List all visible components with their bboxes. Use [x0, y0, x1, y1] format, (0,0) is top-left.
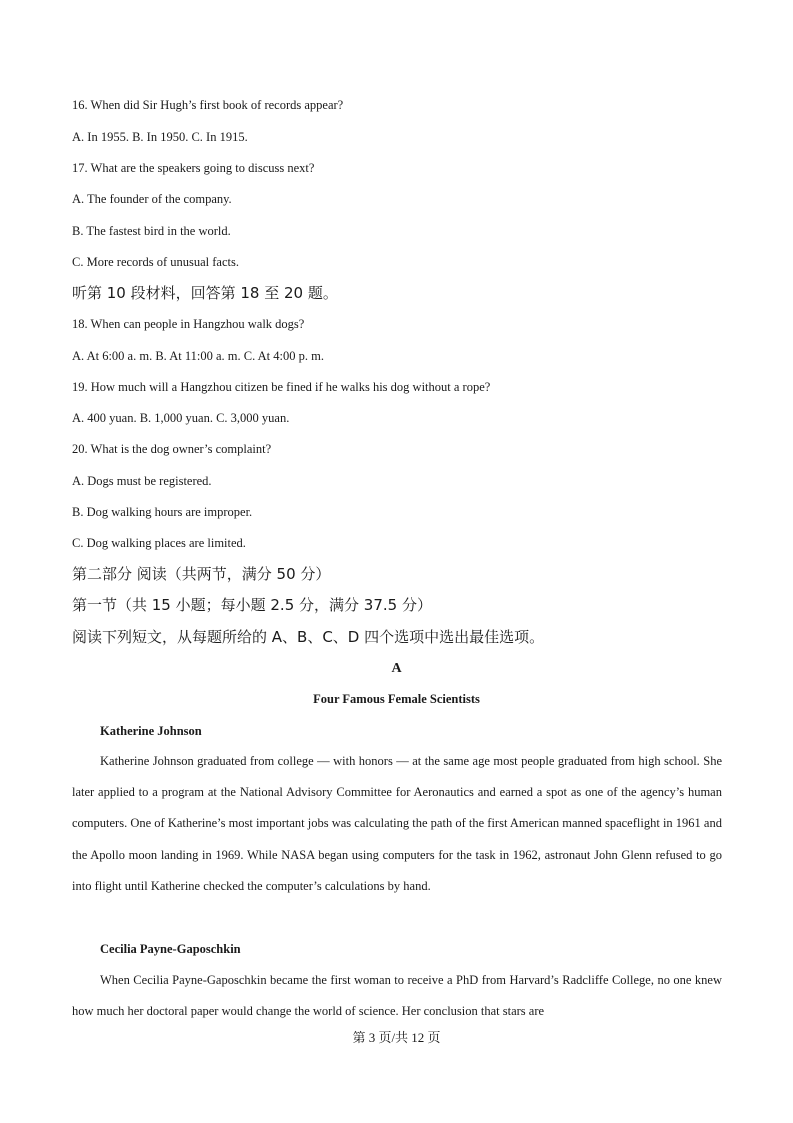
question-17-option-c: C. More records of unusual facts. — [72, 255, 239, 269]
question-17-option-b: B. The fastest bird in the world. — [72, 224, 231, 238]
question-20-option-b: B. Dog walking hours are improper. — [72, 505, 253, 519]
question-20-option-a: A. Dogs must be registered. — [72, 474, 212, 488]
page-number: 第 3 页/共 12 页 — [352, 1030, 441, 1045]
section-one-title: 第一节（共 15 小题；每小题 2.5 分，满分 37.5 分） — [72, 596, 432, 614]
part-two-title: 第二部分 阅读（共两节，满分 50 分） — [72, 565, 331, 583]
paragraph-cecilia-payne: When Cecilia Payne-Gaposchkin became the first woman to receive a PhD from Harvard’s Radcliffe College, no one knew how much her doctoral paper would change the world of science. Her conclusion that stars are — [72, 973, 722, 1019]
question-20: 20. What is the dog owner’s complaint? — [72, 442, 272, 456]
question-19: 19. How much will a Hangzhou citizen be fined if he walks his dog without a rope? — [72, 380, 491, 394]
passage-letter: A — [391, 661, 402, 676]
question-20-option-c: C. Dog walking places are limited. — [72, 536, 246, 550]
section-10-instruction: 听第 10 段材料，回答第 18 至 20 题。 — [72, 284, 338, 302]
paragraph-katherine-johnson: Katherine Johnson graduated from college — with honors — at the same age most people graduated from high school. She later applied to a program at the National Advisory Committee for Aeronautics and earned a spot as one of the agency’s human computers. One of Katherine’s most important jobs was calculating the path of the first American manned spaceflight in 1961 and the Apollo moon landing in 1969. While NASA began using computers for the task in 1962, astronaut John Glenn refused to go into flight until Katherine checked the computer’s calculations by hand. — [72, 754, 722, 893]
question-17-option-a: A. The founder of the company. — [72, 192, 232, 206]
reading-instruction: 阅读下列短文，从每题所给的 A、B、C、D 四个选项中选出最佳选项。 — [72, 628, 545, 646]
question-18-options: A. At 6:00 a. m. B. At 11:00 a. m. C. At 4:00 p. m. — [72, 349, 324, 363]
question-18: 18. When can people in Hangzhou walk dogs? — [72, 317, 305, 331]
question-16-options: A. In 1955. B. In 1950. C. In 1915. — [72, 130, 248, 144]
section-heading-katherine-johnson: Katherine Johnson — [100, 724, 202, 738]
question-16: 16. When did Sir Hugh’s first book of records appear? — [72, 98, 344, 112]
question-17: 17. What are the speakers going to discuss next? — [72, 161, 315, 175]
passage-title: Four Famous Female Scientists — [313, 692, 480, 706]
question-19-options: A. 400 yuan. B. 1,000 yuan. C. 3,000 yuan. — [72, 411, 290, 425]
section-heading-cecilia-payne: Cecilia Payne-Gaposchkin — [100, 942, 241, 956]
